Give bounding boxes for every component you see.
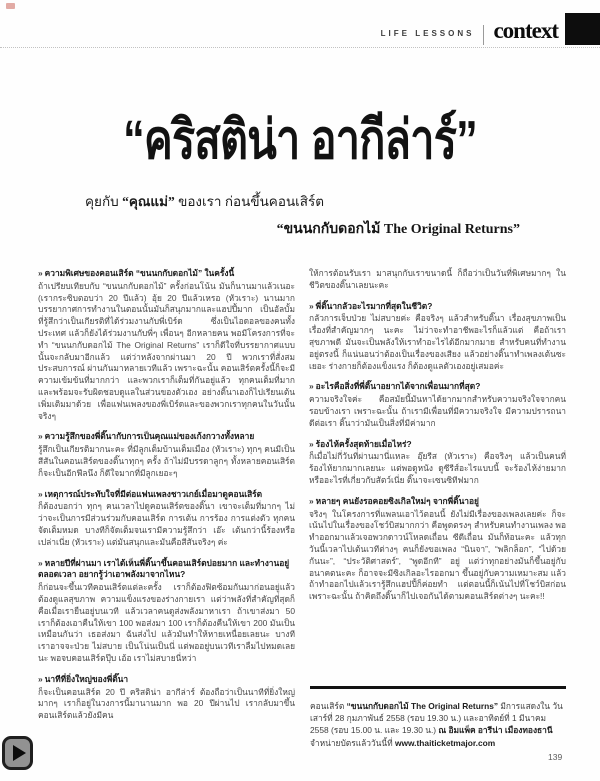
answer-text: ถ้าเปรียบเทียบกับ “ขนนกกับดอกไม้” ครั้งก่อนโน้น มันก็นานมาแล้วเนอะ (เรากระซิบตอบว่า 20 ปีแล้ว) อุ้ย 20 ปีแล้วเหรอ (หัวเราะ) นานมาก บรรยากาศการทำงานในตอนนั้นมันก็สนุกมากและแฮปปี้มาก เป็นอัลบั้มที่รู้สึกว่าเป็นเกียรติที่ได้ร่วมงานกับพี่เบิร์ด ซึ่งเป็นไอดอลของคนทั้งประเทศ แล้วก็ยังได้ร่วมงานกับพี่ๆ เพื่อนๆ อีกหลายคน พอมีโครงการที่จะทำ “ขนนกกับดอกไม้ The Original Returns” เราก็ดีใจที่บรรยากาศแบบนั้นจะกลับมาอีกแล้ว แต่ว่าหลังจากผ่านมา 20 ปี พวกเราที่สั่งสมประสบการณ์ ผ่านกันมาหลายเวทีแล้ว เพราะฉะนั้น คอนเสิร์ตครั้งนี้ก็จะมีความเข้มข้นที่มากกว่า และพวกเราก็เต็มที่กันอยู่แล้ว ทุกคนเต็มที่มาก และพร้อมจะรับผิดชอบดูแลในส่วนของตัวเอง อย่างติ๊นาเองก็ไปเรียนเต้นเพิ่มเติมมาด้วย เพื่อแฟนเพลงของพี่เบิร์ดและของพวกเราทุกคนในวันนั้นจริงๆ [38,280,295,421]
section-marker-icon: » [309,438,314,449]
concert-info [310,700,566,749]
corner-mark [6,3,15,9]
concert-info-text: คอนเสิร์ต [310,701,347,711]
subtitle-emphasis: “คุณแม่” [122,194,175,209]
concert-info-text: มีการแสดงใน [498,701,551,711]
page-number: 139 [548,752,563,762]
qa-section [309,381,566,429]
qa-section [38,674,295,722]
section-marker-icon: » [38,673,43,684]
question-text: เหตุการณ์ประทับใจที่มีต่อแฟนเพลงชาวเกย์เมื่อมาดูคอนเสิร์ต [44,488,263,499]
left-column [38,268,295,731]
qa-section [309,301,566,373]
section-marker-icon: » [38,268,43,278]
question-text: ความพิเศษของคอนเสิร์ต “ขนนกกับดอกไม้” ในครั้งนี้ [44,268,235,278]
play-icon [13,745,26,761]
answer-text: ความจริงใจค่ะ คือสมัยนี้มันหาได้ยากมากสำหรับความจริงใจจากคนรอบข้างเรา เพราะฉะนั้น ถ้าเรามีเพื่อนที่มีความจริงใจ มีความปรารถนาดีต่อเรา ติ๊นาว่ามันเป็นสิ่งที่มีค่ามาก [309,394,566,428]
qa-section [38,268,295,422]
masthead-divider [483,25,484,45]
question-text: อะไรคือสิ่งที่พี่ติ๊นาอยากได้จากเพื่อนมากที่สุด? [315,381,481,392]
concert-rounds: (รอบ 15.00 น. และ 19.30 น.) [330,725,439,736]
question-text: พี่ติ๊นากลัวอะไรมากที่สุดในชีวิต? [315,300,433,311]
section-marker-icon: » [309,300,314,311]
subtitle-pre: คุยกับ [85,194,123,209]
question-header [309,381,566,393]
section-marker-icon: » [309,495,314,506]
answer-text: รู้สึกเป็นเกียรติมากนะคะ ที่มีลูกเต็มบ้านเต็มเมือง (หัวเราะ) ทุกๆ คนมีเป็นสีสันในคอนเสิร์ตของติ๊นาทุกๆ ครั้ง ถ้าไม่มีบรรดาลูกๆ ทั้งหลายคอนเสิร์ตก็จะเป็นอีกฟีลนึง ก็ดีใจมากที่มีลูกเยอะๆ [38,444,295,478]
ticket-website: www.thaiticketmajor.com [394,737,496,748]
right-column [309,268,566,612]
answer-text: ก็เมื่อไม่กี่วันที่ผ่านมานี่แหละ อุ๊ยรีส (หัวเราะ) คือจริงๆ แล้วเป็นคนที่ร้องไห้ยากมากเลยนะ แต่พอดูหนัง ดูซีรีส์อะไรแบบนี้ จะร้องไห้ง่ายมาก หรืออะไรที่เกี่ยวกับสัตว์เนี่ย ติ๊นาจะเซนซิทีฟมาก [309,451,566,485]
subtitle-post: ของเรา ก่อนขึ้นคอนเสิร์ต [174,194,325,209]
question-text: หลายปีที่ผ่านมา เราได้เห็นพี่ติ๊นาขึ้นคอนเสิร์ตบ่อยมาก และทำงานอยู่ตลอดเวลา อยากรู้ว่าเอาพลังมาจากไหน? [38,557,290,580]
concert-title: “ขนนกกับดอกไม้ The Original Returns” [346,701,499,711]
article-title: “คริสติน่า อากีล่าร์” [123,110,477,170]
section-marker-icon: » [38,431,43,442]
answer-text: กลัวการเจ็บป่วย ไม่สบายค่ะ คือจริงๆ แล้วสำหรับติ๊นา เรื่องสุขภาพเป็นเรื่องที่สำคัญมากๆ นะคะ ไม่ว่าจะทำอาชีพอะไรก็แล้วแต่ คือถ้าเราสุขภาพดี มันจะเป็นพลังให้เราทำอะไรได้อีกมากมาย สำหรับคนที่ทำงานอยู่ตรงนี้ ก็แน่นอนว่าต้องเป็นเรื่องของเสียง แล้วอย่างติ๊นาทำเพลงเต้นซะเยอะ ร่างกายก็ต้องแข็งแรง ก็ต้องดูแลตัวเองอยู่เสมอค่ะ [309,313,566,371]
qa-section [309,496,566,603]
question-header [309,496,566,508]
dotted-rule [0,47,600,48]
article-subtitle-line1 [85,190,324,212]
footer-rule [310,686,566,689]
qa-section [38,558,295,665]
question-text: ร้องไห้ครั้งสุดท้ายเมื่อไหร่? [315,438,412,449]
question-header [309,301,566,313]
concert-venue: ณ อิมแพ็ค อารีน่า เมืองทองธานี [438,725,553,736]
section-label: LIFE LESSONS [380,29,475,38]
concert-dates: วันเสาร์ที่ 28 กุมภาพันธ์ 2558 (รอบ 19.30 น.) และอาทิตย์ที่ 1 มีนาคม 2558 [310,701,563,736]
question-header [309,439,566,451]
answer-text: จริงๆ ในโครงการที่แพลนเอาไว้ตอนนี้ ยังไม่มีเรื่องของเพลงเลยค่ะ ก็จะเน้นไปในเรื่องของโชว์บิสมากกว่า คือพูดตรงๆ สำหรับคนทำงานเพลง พอทำออกมาแล้วเจอพวกดาวน์โหลดเถื่อน ซีดีเถื่อน มันก็ท้อนะคะ แล้วทุกวันนี้เวลาไปเต้นเวทีต่างๆ คนก็ยังขอเพลง “นินจา”, “พลิกล็อก”, “ไปด้วยกันนะ”, “ประวัติศาสตร์”, “พูดอีกที” อยู่ แต่ว่าทุกอย่างมันก็ขึ้นอยู่กับอนาคตนะคะ ก็อาจจะมีซิงเกิลอะไรออกมา ขึ้นอยู่กับความเหมาะสม แล้วถ้าทำออกไปแล้วเรารู้สึกแฮปปี้ก็ค่อยทำ แต่ตอนนี้ก็เน้นไปที่โชว์บิสก่อน เพราะฉะนั้น ถ้าคิดถึงติ๊นาก็ไปเจอกันได้ตามคอนเสิร์ตต่างๆ นะคะ!! [309,508,566,602]
section-marker-icon: » [38,557,43,568]
question-text: หลายๆ คนยังรอคอยซิงเกิลใหม่ๆ จากพี่ติ๊นาอยู่ [315,495,479,506]
qa-section [309,439,566,487]
answer-text: ก็จะเป็นคอนเสิร์ต 20 ปี คริสติน่า อากีล่าร์ ต้องถือว่าเป็นนาทีที่ยิ่งใหญ่มากๆ เราก็อยู่ในวงการนี้มานานมาก พอ 20 ปีผ่านไป เรากลับมาขึ้นคอนเสิร์ตแล้วยังมีคน [38,686,295,721]
article-subtitle-line2: “ขนนกกับดอกไม้ The Original Returns” [276,222,520,237]
question-header [38,674,295,686]
answer-text: ก็ต้องบอกว่า ทุกๆ คนเวลาไปดูคอนเสิร์ตของติ๊นา เขาจะเต็มที่มากๆ ไม่ว่าจะเป็นการมีส่วนร่วมกับคอนเสิร์ต การเต้น การร้อง การแต่งตัว ทุกคนจัดเต็มหมด บางทีก็จัดเต็มจนเรามีความรู้สึกว่า เอ๊ะ เต้นกว่านี้ร้องหรือเปล่าเนี่ย (หัวเราะ) แต่มันสนุกและมันคือสีสันจริงๆ ค่ะ [38,501,295,547]
question-header [38,489,295,501]
ticket-info-text: จำหน่ายบัตรแล้ววันนี้ที่ [310,737,395,748]
play-button[interactable] [2,736,33,770]
section-marker-icon: » [309,381,314,392]
question-header [38,558,295,582]
question-text: นาทีที่ยิ่งใหญ่ของพี่ติ๊นา [44,673,129,684]
question-header [38,268,295,280]
magazine-brand: context [493,18,558,43]
question-header [38,431,295,443]
section-marker-icon: » [38,488,43,499]
masthead-black-box [565,13,600,45]
answer-continuation: ให้การต้อนรับเรา มาสนุกกับเราขนาดนี้ ก็ถือว่าเป็นวันที่พิเศษมากๆ ในชีวิตของติ๊นาเลยนะคะ [309,268,566,290]
masthead [381,12,600,45]
question-text: ความรู้สึกของพี่ติ๊นากับการเป็นคุณแม่ของเก้งกวางทั้งหลาย [44,431,255,442]
qa-section [38,489,295,549]
answer-text: ก็ก่อนจะขึ้นเวทีคอนเสิร์ตแต่ละครั้ง เราก็ต้องฟิตซ้อมกันมาก่อนอยู่แล้ว ต้องดูแลสุขภาพ ความแข็งแรงของร่างกายเรา แต่ว่าพลังที่สำคัญที่สุดก็คือเมื่อเรายืนอยู่บนเวที แล้วเวลาคนดูส่งพลังมาหาเรา ถ้าเขาส่งมา 50 เราก็ต้องเอาคืนให้เขา 100 พอส่งมา 100 เราก็ต้องคืนให้เขา 200 มันเป็นเหมือนกันว่า เธอส่งมา ฉันส่งไป แล้วมันทำให้หายเหนื่อยเลยนะ บางทีเราอาจจะป่วย ไม่สบาย เป็นโน่นเป็นนี่ แต่พออยู่บนเวทีเราลืมไปหมดเลยนะ พอจบคอนเสิร์ตปุ๊บ เอ้อ เราไม่สบายนี่หว่า [38,582,295,663]
qa-section [38,431,295,479]
